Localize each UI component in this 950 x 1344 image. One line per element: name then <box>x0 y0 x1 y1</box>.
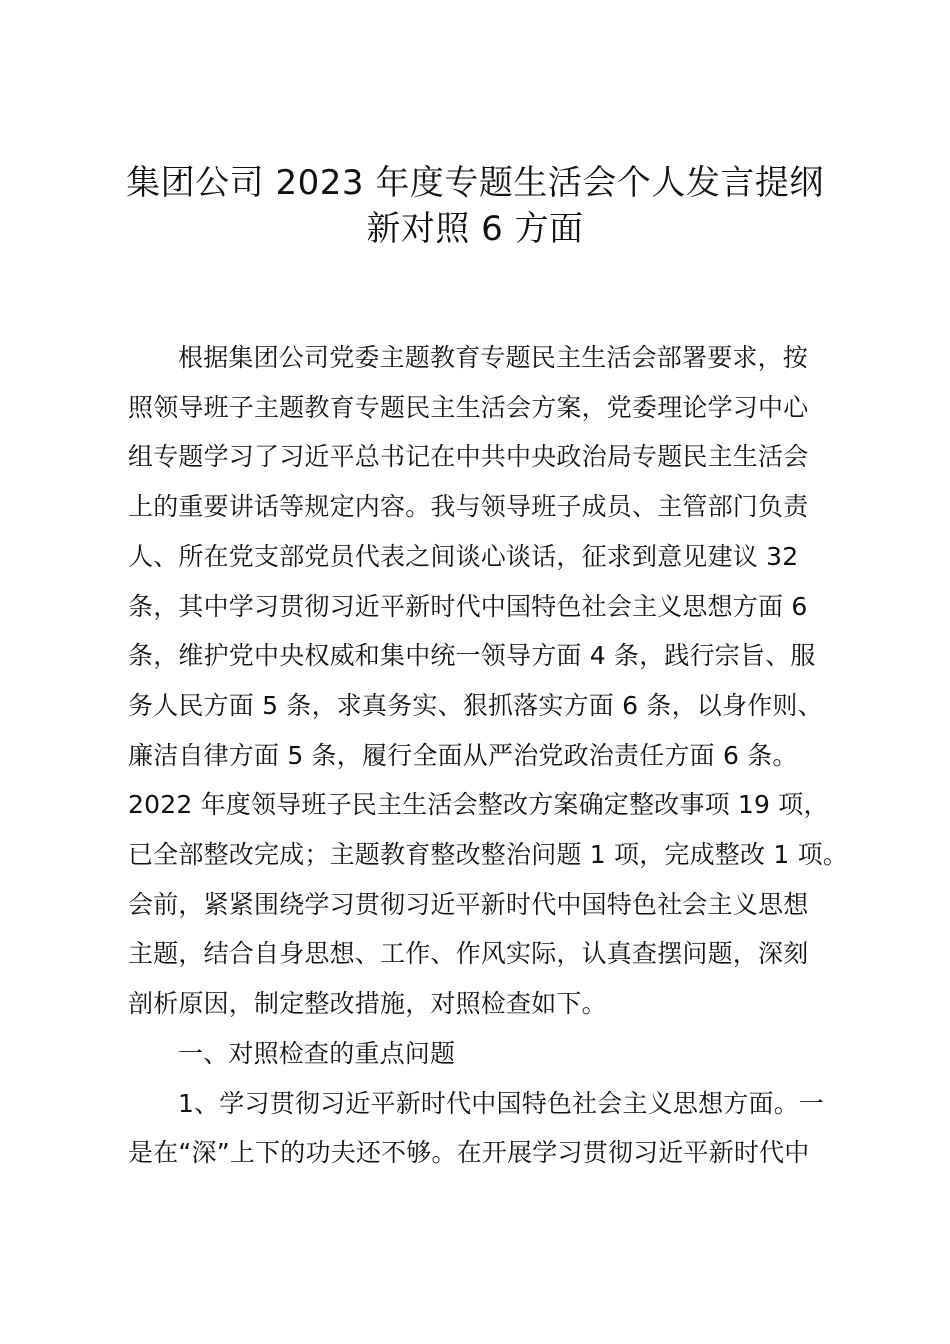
document-title <box>100 160 850 252</box>
paragraph-line: 已全部整改完成；主题教育整改整治问题 1 项，完成整改 1 项。 <box>128 840 849 870</box>
paragraph-line: 廉洁自律方面 5 条，履行全面从严治党政治责任方面 6 条。 <box>128 740 798 770</box>
paragraph-line: 会前，紧紧围绕学习贯彻习近平新时代中国特色社会主义思想 <box>128 889 809 919</box>
paragraph-line: 根据集团公司党委主题教育专题民主生活会部署要求，按 <box>178 343 809 372</box>
title-line: 集团公司 2023 年度专题生活会个人发言提纲 <box>126 163 824 203</box>
paragraph-line: 2022 年度领导班子民主生活会整改方案确定整改事项 19 项， <box>128 790 829 820</box>
paragraph-line: 是在“深”上下的功夫还不够。在开展学习贯彻习近平新时代中 <box>128 1138 810 1168</box>
paragraph-line: 条，其中学习贯彻习近平新时代中国特色社会主义思想方面 6 <box>128 591 808 621</box>
paragraph-line: 人、所在党支部党员代表之间谈心谈话，征求到意见建议 32 <box>128 541 799 571</box>
paragraph-line: 1、学习贯彻习近平新时代中国特色社会主义思想方面。一 <box>178 1088 825 1118</box>
document-body <box>128 333 849 1178</box>
paragraph-line: 务人民方面 5 条，求真务实、狠抓落实方面 6 条，以身作则、 <box>128 690 823 720</box>
paragraph-line: 上的重要讲话等规定内容。我与领导班子成员、主管部门负责 <box>128 492 809 522</box>
paragraph-line: 照领导班子主题教育专题民主生活会方案，党委理论学习中心 <box>128 392 809 422</box>
section-heading: 一、对照检查的重点问题 <box>178 1038 456 1068</box>
paragraph-line: 剖析原因，制定整改措施，对照检查如下。 <box>128 989 607 1019</box>
paragraph-line: 条，维护党中央权威和集中统一领导方面 4 条，践行宗旨、服 <box>128 641 816 671</box>
paragraph-line: 组专题学习了习近平总书记在中共中央政治局专题民主生活会 <box>128 442 809 472</box>
paragraph-line: 主题，结合自身思想、工作、作风实际，认真查摆问题，深刻 <box>128 939 809 969</box>
title-line: 新对照 6 方面 <box>366 209 584 249</box>
